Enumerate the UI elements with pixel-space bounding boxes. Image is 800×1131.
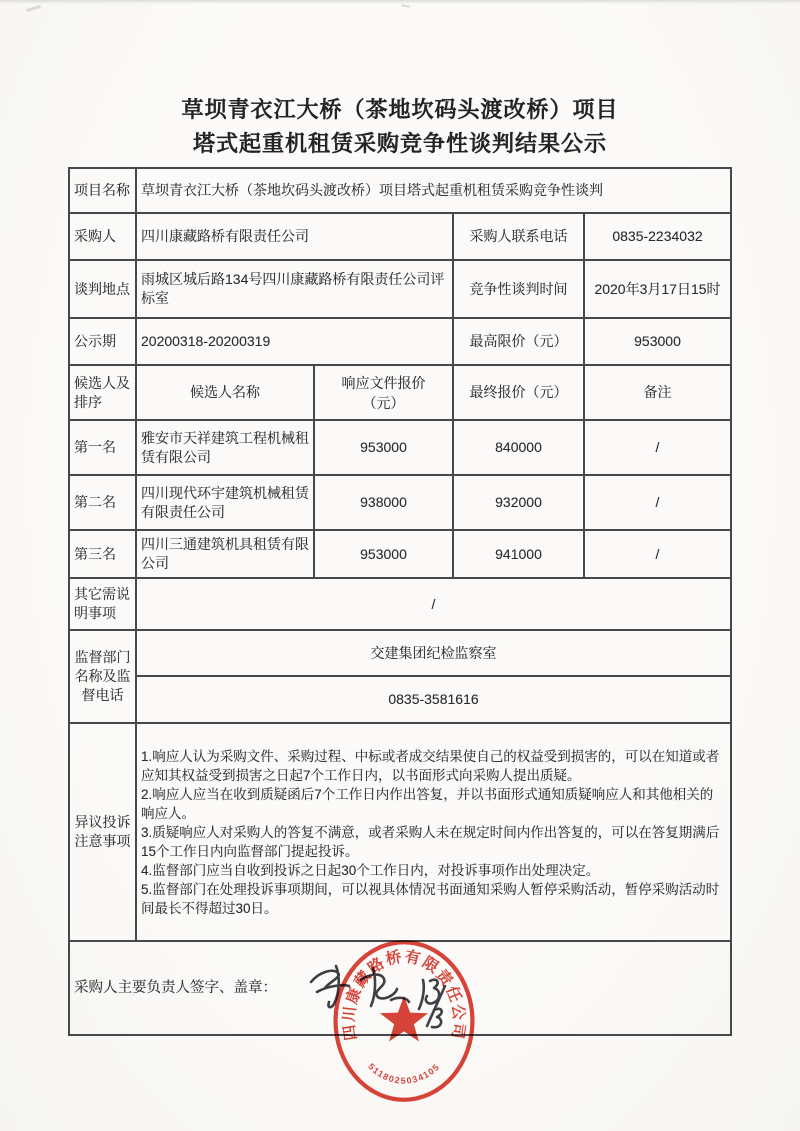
- purchaser-label: 采购人: [69, 213, 136, 260]
- row-purchaser: [69, 213, 731, 260]
- row-other-notes: [69, 578, 731, 630]
- signature-label: 采购人主要负责人签字、盖章：: [74, 979, 277, 996]
- negotiation-time-label: 竞争性谈判时间: [453, 260, 584, 318]
- candidate-2-bid-price: 938000: [314, 475, 453, 530]
- objection-item-5: 5.监督部门在处理投诉事项期间，可以视具体情况书面通知采购人暂停采购活动，暂停采购活动时间最长不得超过30日。: [141, 881, 720, 916]
- candidate-3-bid-price: 953000: [314, 530, 453, 578]
- candidate-1-remark: /: [584, 420, 731, 475]
- candidates-rank-header: 候选人及排序: [69, 365, 136, 420]
- candidate-2-name: 四川现代环宇建筑机械租赁有限责任公司: [136, 475, 314, 530]
- candidate-1-final-price: 840000: [453, 420, 584, 475]
- candidates-final-price-header: 最终报价（元）: [453, 365, 584, 420]
- company-seal: [329, 936, 479, 1106]
- row-supervision-phone: [69, 676, 731, 723]
- purchaser-phone-label: 采购人联系电话: [453, 213, 584, 260]
- candidate-3-name: 四川三通建筑机具租赁有限公司: [136, 530, 314, 578]
- publicity-period-label: 公示期: [69, 318, 136, 365]
- other-notes-value: /: [136, 578, 731, 630]
- scan-artifact: [26, 5, 41, 12]
- project-name-value: 草坝青衣江大桥（茶地坎码头渡改桥）项目塔式起重机租赁采购竞争性谈判: [136, 168, 731, 213]
- result-table: [68, 167, 732, 1036]
- candidate-2-remark: /: [584, 475, 731, 530]
- scan-artifact: [401, 4, 410, 7]
- document-title: [0, 93, 800, 161]
- seal-graphic: [336, 942, 473, 1100]
- candidate-1-bid-price: 953000: [314, 420, 453, 475]
- objection-items: [136, 723, 731, 941]
- candidate-3-final-price: 941000: [453, 530, 584, 578]
- negotiation-place-label: 谈判地点: [69, 260, 136, 318]
- purchaser-phone-value: 0835-2234032: [584, 213, 731, 260]
- other-notes-label: 其它需说明事项: [69, 578, 136, 630]
- row-supervision-department: [69, 630, 731, 676]
- project-name-label: 项目名称: [69, 168, 136, 213]
- publicity-period-value: 20200318-20200319: [136, 318, 453, 365]
- candidate-row-1: [69, 420, 731, 475]
- supervision-department-value: 交建集团纪检监察室: [136, 630, 731, 676]
- candidates-name-header: 候选人名称: [136, 365, 314, 420]
- candidate-row-3: [69, 530, 731, 578]
- candidates-remark-header: 备注: [584, 365, 731, 420]
- negotiation-place-value: 雨城区城后路134号四川康藏路桥有限责任公司评标室: [136, 260, 453, 318]
- row-project-name: [69, 168, 731, 213]
- objection-item-1: 1.响应人认为采购文件、采购过程、中标或者成交结果使自己的权益受到损害的，可以在知道或者应知其权益受到损害之日起7个工作日内，以书面形式向采购人提出质疑。: [141, 748, 720, 783]
- candidate-2-rank: 第二名: [69, 475, 136, 530]
- title-line-1: 草坝青衣江大桥（茶地坎码头渡改桥）项目: [181, 97, 619, 122]
- candidate-row-2: [69, 475, 731, 530]
- candidate-3-remark: /: [584, 530, 731, 578]
- candidate-3-rank: 第三名: [69, 530, 136, 578]
- seal-number-text: 5118025034105: [366, 1061, 442, 1086]
- objection-item-2: 2.响应人应当在收到质疑函后7个工作日内作出答复，并以书面形式通知质疑响应人和其他相关的响应人。: [141, 786, 714, 821]
- title-line-2: 塔式起重机租赁采购竞争性谈判结果公示: [192, 131, 607, 156]
- objection-item-3: 3.质疑响应人对采购人的答复不满意，或者采购人未在规定时间内作出答复的，可以在答复期满后15个工作日内向监督部门提起投诉。: [141, 824, 720, 859]
- candidate-1-name: 雅安市天祥建筑工程机械租赁有限公司: [136, 420, 314, 475]
- objection-item-4: 4.监督部门应当自收到投诉之日起30个工作日内，对投诉事项作出处理决定。: [141, 862, 600, 878]
- candidate-1-rank: 第一名: [69, 420, 136, 475]
- row-publicity-period: [69, 318, 731, 365]
- seal-star-icon: [380, 996, 428, 1042]
- row-objection-notes: [69, 723, 731, 941]
- supervision-phone-value: 0835-3581616: [136, 676, 731, 723]
- row-negotiation-place: [69, 260, 731, 318]
- row-candidates-header: [69, 365, 731, 420]
- candidate-2-final-price: 932000: [453, 475, 584, 530]
- negotiation-time-value: 2020年3月17日15时: [584, 260, 731, 318]
- max-price-label: 最高限价（元）: [453, 318, 584, 365]
- candidates-bid-price-header: 响应文件报价（元）: [314, 365, 453, 420]
- max-price-value: 953000: [584, 318, 731, 365]
- objection-label: 异议投诉注意事项: [69, 723, 136, 941]
- supervision-label: 监督部门名称及监督电话: [69, 630, 136, 723]
- purchaser-value: 四川康藏路桥有限责任公司: [136, 213, 453, 260]
- seal-company-text: 四川康藏路桥有限责任公司: [340, 948, 468, 1042]
